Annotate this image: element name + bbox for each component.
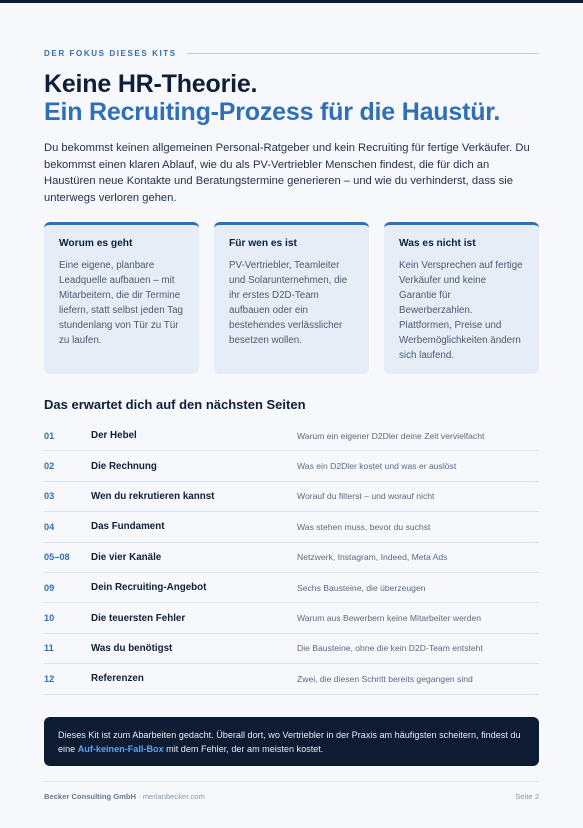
toc-title: Referenzen <box>91 673 144 685</box>
headline-line-2: Ein Recruiting-Prozess für die Haustür. <box>44 98 501 126</box>
toc-description: Worauf du filterst – und worauf nicht <box>297 491 435 502</box>
toc-title: Die vier Kanäle <box>91 551 162 563</box>
card-was-nicht <box>384 222 539 374</box>
top-bar <box>0 0 583 3</box>
toc-title: Das Fundament <box>91 521 165 533</box>
eyebrow-divider <box>187 53 539 54</box>
toc-description: Was ein D2Dler kostet und was er auslöst <box>297 461 457 472</box>
footer-website[interactable]: merlanbecker.com <box>142 792 205 801</box>
headline-line-1: Keine HR-Theorie. <box>44 70 258 98</box>
toc-row[interactable] <box>44 482 539 512</box>
toc-title: Wen du rekrutieren kannst <box>91 490 215 502</box>
toc-row[interactable] <box>44 543 539 573</box>
toc-number: 05–08 <box>44 552 70 563</box>
intro-paragraph: Du bekommst keinen allgemeinen Personal-Ratgeber und kein Recruiting für fertige Verkäufer. Du bekommst einen klaren Ablauf, wie du als PV-Vertriebler Menschen findest, die für dich an Haustüren neue Kontakte und Beratungstermine generieren – und wie du verhinderst, dass sie unterwegs verloren gehen. <box>44 142 530 204</box>
footer-left <box>44 792 205 801</box>
card-title: Worum es geht <box>59 238 133 249</box>
toc-number: 02 <box>44 461 55 472</box>
toc-title: Dein Recruiting-Angebot <box>91 582 207 594</box>
toc-number: 10 <box>44 613 55 624</box>
card-text: PV-Vertriebler, Teamleiter und Solarunternehmen, die ihr erstes D2D-Team aufbauen oder ein bestehendes verlässlicher besetzen wollen. <box>229 260 348 346</box>
footer <box>44 792 539 801</box>
toc-title: Was du benötigst <box>91 642 173 654</box>
toc-row[interactable] <box>44 573 539 603</box>
toc-description: Netzwerk, Instagram, Indeed, Meta Ads <box>297 552 448 563</box>
section-title: Das erwartet dich auf den nächsten Seiten <box>44 397 306 412</box>
card-fuer-wen <box>214 222 369 374</box>
card-title: Was es nicht ist <box>399 238 476 249</box>
toc-number: 03 <box>44 491 55 502</box>
toc-description: Zwei, die diesen Schritt bereits gegangen sind <box>297 673 473 684</box>
toc-number: 01 <box>44 430 55 441</box>
toc-description: Warum aus Bewerbern keine Mitarbeiter werden <box>297 613 482 624</box>
callout-text-end: mit dem Fehler, der am meisten kostet. <box>163 744 324 754</box>
callout-highlight: Auf-keinen-Fall-Box <box>77 744 164 754</box>
eyebrow <box>44 47 539 59</box>
toc-title: Der Hebel <box>91 430 137 442</box>
toc-number: 12 <box>44 673 55 684</box>
card-worum <box>44 222 199 374</box>
footer-company: Becker Consulting GmbH <box>44 792 136 801</box>
toc-row[interactable] <box>44 664 539 694</box>
table-of-contents <box>44 421 539 695</box>
toc-row[interactable] <box>44 451 539 481</box>
callout-box <box>44 717 539 766</box>
footer-separator: · <box>135 792 143 801</box>
toc-row[interactable] <box>44 634 539 664</box>
toc-number: 09 <box>44 582 55 593</box>
toc-description: Was stehen muss, bevor du suchst <box>297 521 431 532</box>
info-cards <box>44 222 539 374</box>
card-text: Eine eigene, planbare Leadquelle aufbauen – mit Mitarbeitern, die dir Termine liefern, statt selbst jeden Tag stundenlang von Tür zu Tür zu laufen. <box>59 260 183 346</box>
footer-page-number: Seite 2 <box>515 792 539 801</box>
toc-description: Die Bausteine, ohne die kein D2D-Team entsteht <box>297 643 483 654</box>
footer-divider <box>44 781 539 782</box>
eyebrow-label: DER FOKUS DIESES KITS <box>44 48 177 58</box>
toc-number: 04 <box>44 521 55 532</box>
toc-description: Sechs Bausteine, die überzeugen <box>297 582 426 593</box>
toc-row[interactable] <box>44 421 539 451</box>
toc-row[interactable] <box>44 603 539 633</box>
card-title: Für wen es ist <box>229 238 297 249</box>
callout-text-start: Dieses Kit ist zum Abarbeiten gedacht. Überall dort, wo Vertriebler in der Praxis am häufigsten scheitern, findest du eine <box>58 730 521 754</box>
toc-title: Die Rechnung <box>91 460 157 472</box>
toc-row[interactable] <box>44 512 539 542</box>
toc-title: Die teuersten Fehler <box>91 612 186 624</box>
card-text: Kein Versprechen auf fertige Verkäufer und keine Garantie für Bewerberzahlen. Plattformen, Preise und Werbemöglichkeiten ändern sich laufend. <box>399 260 523 361</box>
toc-number: 11 <box>44 643 54 654</box>
toc-description: Warum ein eigener D2Dler deine Zeit vervielfacht <box>297 430 485 441</box>
